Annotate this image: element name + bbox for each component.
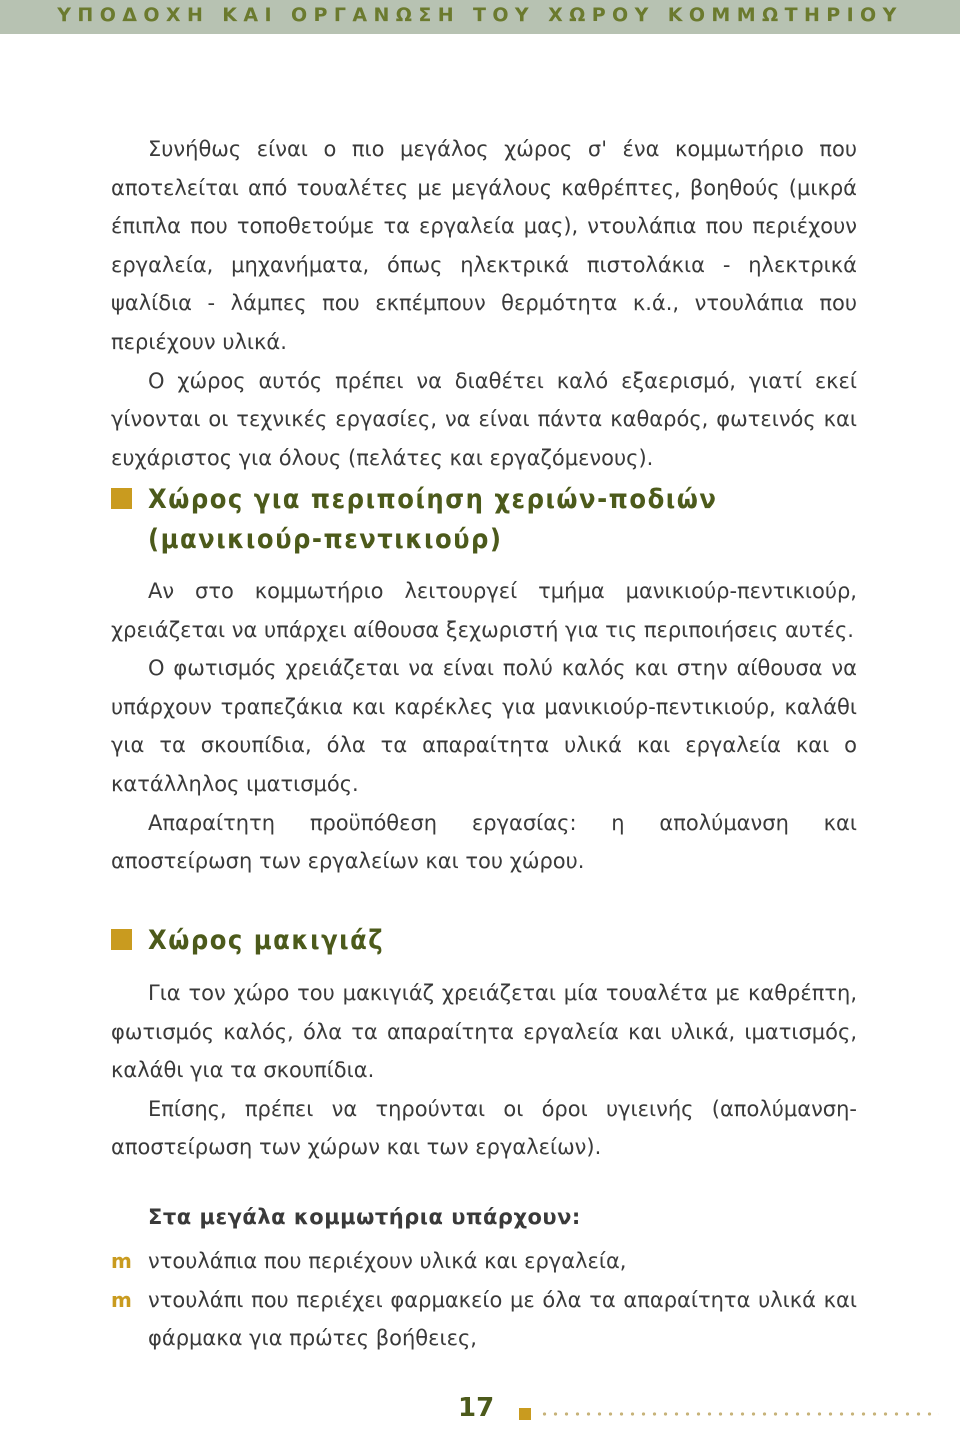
section-heading-manicure — [111, 480, 717, 560]
section-heading-makeup — [111, 921, 384, 961]
footer-square-icon — [519, 1408, 531, 1420]
section-square-icon — [111, 488, 132, 509]
section-square-icon — [111, 929, 132, 950]
makeup-paragraph-1: Για τον χώρο του μακιγιάζ χρειάζεται μία τουαλέτα με καθρέπτη, φωτισμός καλός, όλα τα απαραίτητα εργαλεία και υλικά, ιματισμός, καλάθι για τα σκουπίδια. — [111, 981, 857, 1083]
section-heading-line-1: Χώρος για περιποίηση χεριών-ποδιών — [148, 484, 718, 515]
bullet-icon: m — [111, 1249, 132, 1273]
list-item-text: ντουλάπια που περιέχουν υλικά και εργαλεία, — [148, 1249, 627, 1273]
intro-text — [111, 130, 857, 477]
section-heading-text: Χώρος μακιγιάζ — [148, 925, 385, 956]
list-item — [111, 1281, 857, 1358]
page-number: 17 — [458, 1393, 495, 1423]
list-item — [111, 1242, 857, 1281]
makeup-text — [111, 974, 857, 1167]
intro-paragraph-2: Ο χώρος αυτός πρέπει να διαθέτει καλό εξαερισμό, γιατί εκεί γίνονται οι τεχνικές εργασίες, να είναι πάντα καθαρός, φωτεινός και ευχάριστος για όλους (πελάτες και εργαζόμενους). — [111, 368, 857, 470]
manicure-text — [111, 572, 857, 881]
list-heading: Στα μεγάλα κομμωτήρια υπάρχουν: — [148, 1205, 581, 1229]
footer-dotted-line — [539, 1410, 939, 1418]
manicure-paragraph-1: Αν στο κομμωτήριο λειτουργεί τμήμα μανικιούρ-πεντικιούρ, χρειάζεται να υπάρχει αίθουσα ξεχωριστή για τις περιποιήσεις αυτές. — [111, 579, 857, 642]
manicure-paragraph-3: Απαραίτητη προϋπόθεση εργασίας: η απολύμανση και αποστείρωση των εργαλείων και του χώρου. — [111, 810, 857, 874]
bullet-icon: m — [111, 1287, 132, 1312]
list-item-text: ντουλάπι που περιέχει φαρμακείο με όλα τα απαραίτητα υλικά και φάρμακα για πρώτες βοήθειες, — [148, 1287, 857, 1351]
intro-paragraph-1: Συνήθως είναι ο πιο μεγάλος χώρος σ' ένα κομμωτήριο που αποτελείται από τουαλέτες με μεγάλους καθρέπτες, βοηθούς (μικρά έπιπλα που τοποθετούμε τα εργαλεία μας), ντουλάπια που περιέχουν εργαλεία, μηχανήματα, όπως ηλεκτρικά πιστολάκια - ηλεκτρικά ψαλίδια - λάμπες που εκπέμπουν θερμότητα κ.ά., ντουλάπια που περιέχουν υλικά. — [111, 137, 857, 354]
bullet-list — [111, 1242, 857, 1358]
makeup-paragraph-2: Επίσης, πρέπει να τηρούνται οι όροι υγιεινής (απολύμανση-αποστείρωση των χώρων και των εργαλείων). — [111, 1096, 857, 1160]
running-header-title: ΥΠΟΔΟΧΗ ΚΑΙ ΟΡΓΑΝΩΣΗ ΤΟΥ ΧΩΡΟΥ ΚΟΜΜΩΤΗΡΙΟΥ — [57, 4, 903, 26]
manicure-paragraph-2: Ο φωτισμός χρειάζεται να είναι πολύ καλός και στην αίθουσα να υπάρχουν τραπεζάκια και καρέκλες για μανικιούρ-πεντικιούρ, καλάθι για τα σκουπίδια, όλα τα απαραίτητα υλικά και εργαλεία και ο κατάλληλος ιματισμός. — [111, 656, 857, 796]
section-heading-line-2: (μανικιούρ-πεντικιούρ) — [148, 524, 503, 555]
